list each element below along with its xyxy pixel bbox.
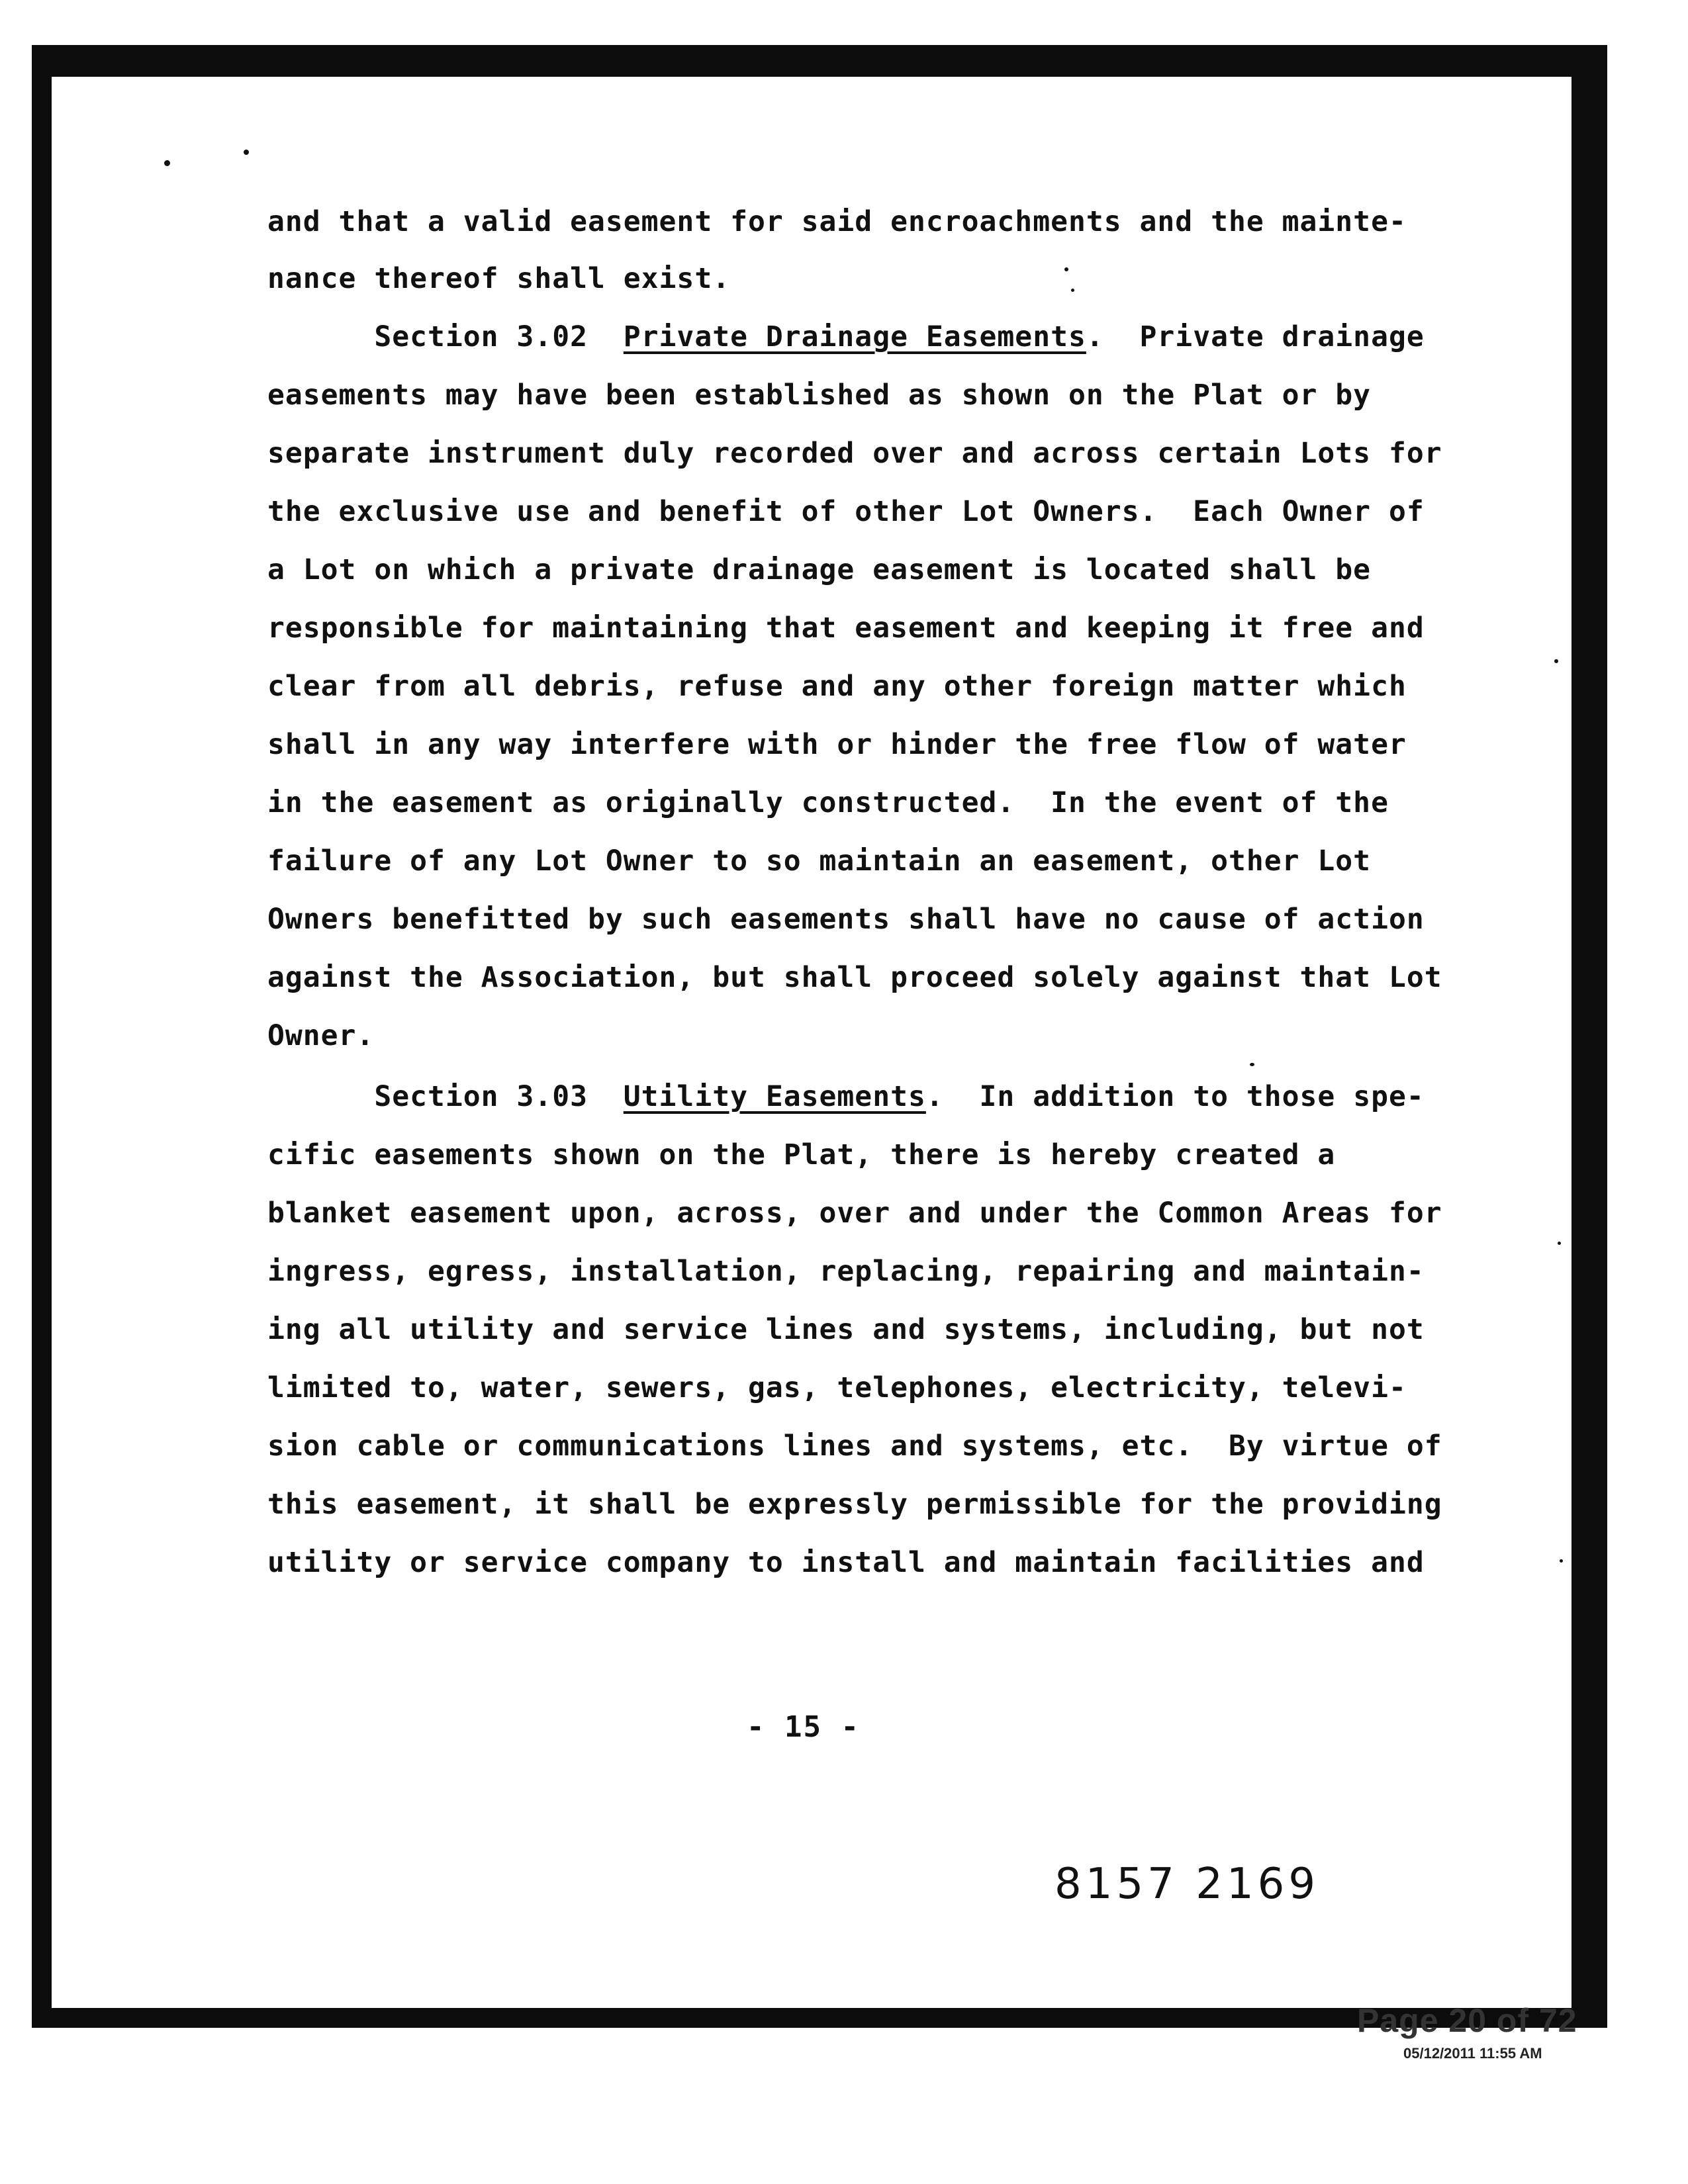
text-line-1: and that a valid easement for said encroachments and the mainte- bbox=[267, 205, 1407, 238]
record-book-page-number: 8157 2169 bbox=[1055, 1860, 1320, 1909]
page-indicator: Page 20 of 72 bbox=[1357, 2002, 1577, 2039]
text-line-11: in the easement as originally constructed. In the event of the bbox=[267, 786, 1389, 819]
text-line-7: a Lot on which a private drainage easement is located shall be bbox=[267, 553, 1372, 586]
text-line-15: Owner. bbox=[267, 1019, 375, 1052]
document-page bbox=[52, 77, 1571, 2008]
text-line-8: responsible for maintaining that easement and keeping it free and bbox=[267, 612, 1425, 645]
text-line-19: ingress, egress, installation, replacing, repairing and maintain- bbox=[267, 1255, 1425, 1288]
section-3-03-heading: Utility Easements bbox=[623, 1080, 926, 1113]
text-line-6: the exclusive use and benefit of other Lot Owners. Each Owner of bbox=[267, 495, 1425, 528]
text-line-4: easements may have been established as shown on the Plat or by bbox=[267, 379, 1372, 412]
text-line-20: ing all utility and service lines and systems, including, but not bbox=[267, 1313, 1425, 1346]
section-3-02-heading: Private Drainage Easements bbox=[623, 320, 1086, 353]
scan-border bbox=[32, 45, 1607, 2028]
timestamp: 05/12/2011 11:55 AM bbox=[1403, 2045, 1542, 2062]
text-line-14: against the Association, but shall proceed solely against that Lot bbox=[267, 961, 1442, 994]
text-line-2: nance thereof shall exist. bbox=[267, 262, 731, 295]
page-number: - 15 - bbox=[747, 1710, 860, 1744]
text-line-23: this easement, it shall be expressly permissible for the providing bbox=[267, 1488, 1442, 1521]
section-3-02-lead: . Private drainage bbox=[1086, 320, 1425, 353]
text-line-12: failure of any Lot Owner to so maintain an easement, other Lot bbox=[267, 844, 1372, 878]
section-3-03-line bbox=[267, 1080, 1425, 1113]
text-line-13: Owners benefitted by such easements shall have no cause of action bbox=[267, 903, 1425, 936]
text-line-22: sion cable or communications lines and systems, etc. By virtue of bbox=[267, 1430, 1442, 1463]
text-line-18: blanket easement upon, across, over and under the Common Areas for bbox=[267, 1197, 1442, 1230]
text-line-17: cific easements shown on the Plat, there is hereby created a bbox=[267, 1138, 1336, 1171]
section-3-03-label: Section 3.03 bbox=[267, 1080, 624, 1113]
text-line-5: separate instrument duly recorded over and across certain Lots for bbox=[267, 437, 1442, 470]
section-3-02-line bbox=[267, 320, 1425, 353]
section-3-03-lead: . In addition to those spe- bbox=[925, 1080, 1425, 1113]
text-line-21: limited to, water, sewers, gas, telephones, electricity, televi- bbox=[267, 1371, 1407, 1404]
text-line-24: utility or service company to install and maintain facilities and bbox=[267, 1546, 1425, 1579]
text-line-9: clear from all debris, refuse and any other foreign matter which bbox=[267, 670, 1407, 703]
text-line-10: shall in any way interfere with or hinder the free flow of water bbox=[267, 728, 1407, 761]
section-3-02-label: Section 3.02 bbox=[267, 320, 624, 353]
document-body bbox=[52, 77, 1571, 2008]
